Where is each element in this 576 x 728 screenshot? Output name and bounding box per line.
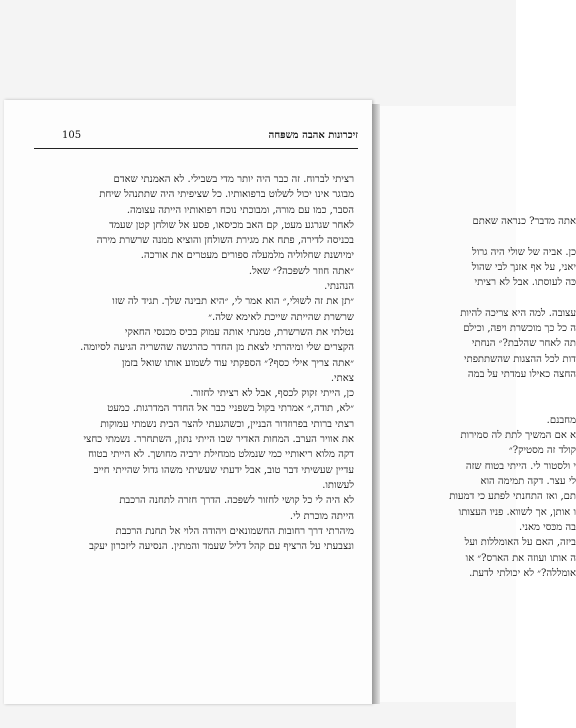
left-page-text-line: לאחר שגרגע מעט, קם האב מכיסאו, פסע אל שולחן קטן שעמד (109, 219, 354, 231)
left-page-text-line: לא היה לי כל קושי לחזור לשפּכה. הדרך חזרה לתחנה הרכבת (119, 495, 354, 507)
left-page-text-line: צאתי. (330, 372, 354, 384)
right-page-text-line: קולד זה מסטיק?״ (508, 445, 576, 457)
left-page-text-line: הסבר, כמו עם מורה, ומבוכתי נוכח רפואותיו הייתה עצומה. (126, 204, 354, 216)
left-page-text-line: מיהרתי דרך רחובות החשמונאים ויהודה הלוי אל תחנת הרכבת (115, 525, 354, 537)
right-page-text-line: ו אותן, אך לשווא. פניו העצותו (458, 506, 576, 518)
left-page-text-line: רציתי לברוח. זה כבר היה יותר מדי בשבילי. לא האמנתי שאדם (113, 174, 354, 185)
right-page-text-line: אתה מדבר? כנראה שאתם (472, 216, 576, 227)
left-page-text-line: ונצבעתי על הרציף עם קהל דליל שעמד והמתין. הנסיעה ליזכרון יעקב (89, 541, 354, 553)
left-page-text-line: ״לא, תודה,״ אמרתי בקול בשפניי כבר אל החדר המדרגות. כמעט (107, 403, 354, 415)
right-page-text-line: לי עצר. דקה תמימה הוא (480, 476, 576, 488)
right-page-text-line: החצה כאילו עמדתי על במה (467, 368, 576, 380)
right-page-text-line (380, 382, 576, 397)
left-page-text-line: לעשותו. (322, 479, 354, 491)
left-page-text-line: הייתה מוכרת לי. (289, 510, 354, 522)
right-page-text-line: א אם המשיך לתת לה סמירות (460, 430, 576, 442)
book-spine (372, 104, 380, 704)
right-page-text-line: תה לאחר שהלבת?״ הנחתי (471, 338, 576, 350)
page-number: 105 (62, 130, 82, 141)
left-page-text-line: בכניסה לדירה, פתח את מגירת השולחן והוציא ממנה שרשרת מירה (96, 235, 354, 247)
right-page-text-line: י ולסטור לי. הייתי בטוח שזה (465, 460, 576, 472)
right-page-text-line: ה אותו ועוזה את הארס?״ או (465, 552, 576, 564)
left-page-text-line: דקה מלוא ריאותיי כמי שנמלט ממחילת ירביה מחושך. לא הייתי בטוח (88, 449, 354, 461)
right-page-body-text (380, 214, 576, 581)
right-page-text-line: יאני, על אף אזנך לבי שהול (471, 261, 576, 273)
right-page-text-line: כּה לעוסתו. אבל לא רציתי (474, 277, 576, 289)
left-page-text-line: עדיין שעשיתי דבר טוב, אבל ידעתי שעשיתי משהו גדול שהייתי חייב (93, 464, 354, 476)
page-header (34, 130, 358, 149)
right-page-text-line (380, 290, 576, 305)
left-page-text-line: ימיושנת שחלוליה מלמעלה ספורים מעטרים את אורכה. (140, 250, 354, 262)
left-page-text-line: מבוגר אינו יכול לשלוט ברפואותיו. כל שציפיתי היה שתתנהל שיחת (99, 189, 354, 201)
left-page-text-line: שרשרת שהייתה שייכת לאימא שלה.״ (208, 311, 354, 323)
left-book-page (4, 100, 372, 704)
right-page-text-line: דות לכל ההצגות שהשתתפתי (463, 353, 576, 365)
right-page-text-line: עצובה. למה היא צריכה להיות (460, 307, 576, 319)
left-page-text-line: הנהנתי. (324, 281, 354, 293)
left-page-text-line: רצתי ברותי בפרוזדור הבניין, וכשהגעתי להצר הבית נשמתי עמוקות (100, 418, 354, 430)
left-page-text-line: את אוויר הערב. המחות האדיר שבו הייתי נתון, השתחרר. נשמתי כחצי (83, 434, 354, 446)
right-page-text-line: כן. אביה של שולי היה גרול (472, 246, 576, 258)
right-page-text-line: אומללה?״ לא יכולתי לדעת. (469, 567, 576, 579)
left-page-text-line: ״אתה צריך אילי כסף?״ הספקתי עוד לשמוע אותו שואל בזמן (121, 357, 354, 369)
right-page-text-line: תם, ואז התחנתי לפתע כי דמעות (449, 491, 576, 503)
right-book-page (380, 106, 576, 702)
left-page-text-line: ״תן את זה לשוּלי,״ הוא אמר לי, ״היא תבינה שלך. תגיד לה שזו (112, 296, 354, 308)
left-page-text-line: נטלתי את השרשרת, טמנתי אותה עמוק בכיס מכנסי החאקי (124, 326, 354, 338)
right-page-text-line: ביזה, האם על האומללות ועל (464, 537, 576, 549)
running-title: זיכרונות אהבה משפּחה (268, 130, 358, 141)
right-page-text-line (380, 398, 576, 413)
left-page-text-line: ״אתה חוזר לשפּכה?״ שאל. (248, 265, 354, 277)
right-page-text-line: ה כל כך מוכשרת ויפה, וכילם (463, 323, 576, 335)
left-page-body-text (38, 172, 354, 554)
right-page-text-line: מחבנם. (546, 414, 576, 426)
left-page-text-line: הקצרים שלי ומיהרתי לצאת מן החדר כהרגשה שהשריה הגיעה לסיומה. (80, 342, 354, 354)
right-page-text-line: בה מכּסי מאני. (518, 521, 576, 533)
left-page-text-line: כן, הייתי זקוק לכסף, אבל לא רציתי לחזור. (190, 388, 354, 400)
right-page-text-line (380, 229, 576, 244)
